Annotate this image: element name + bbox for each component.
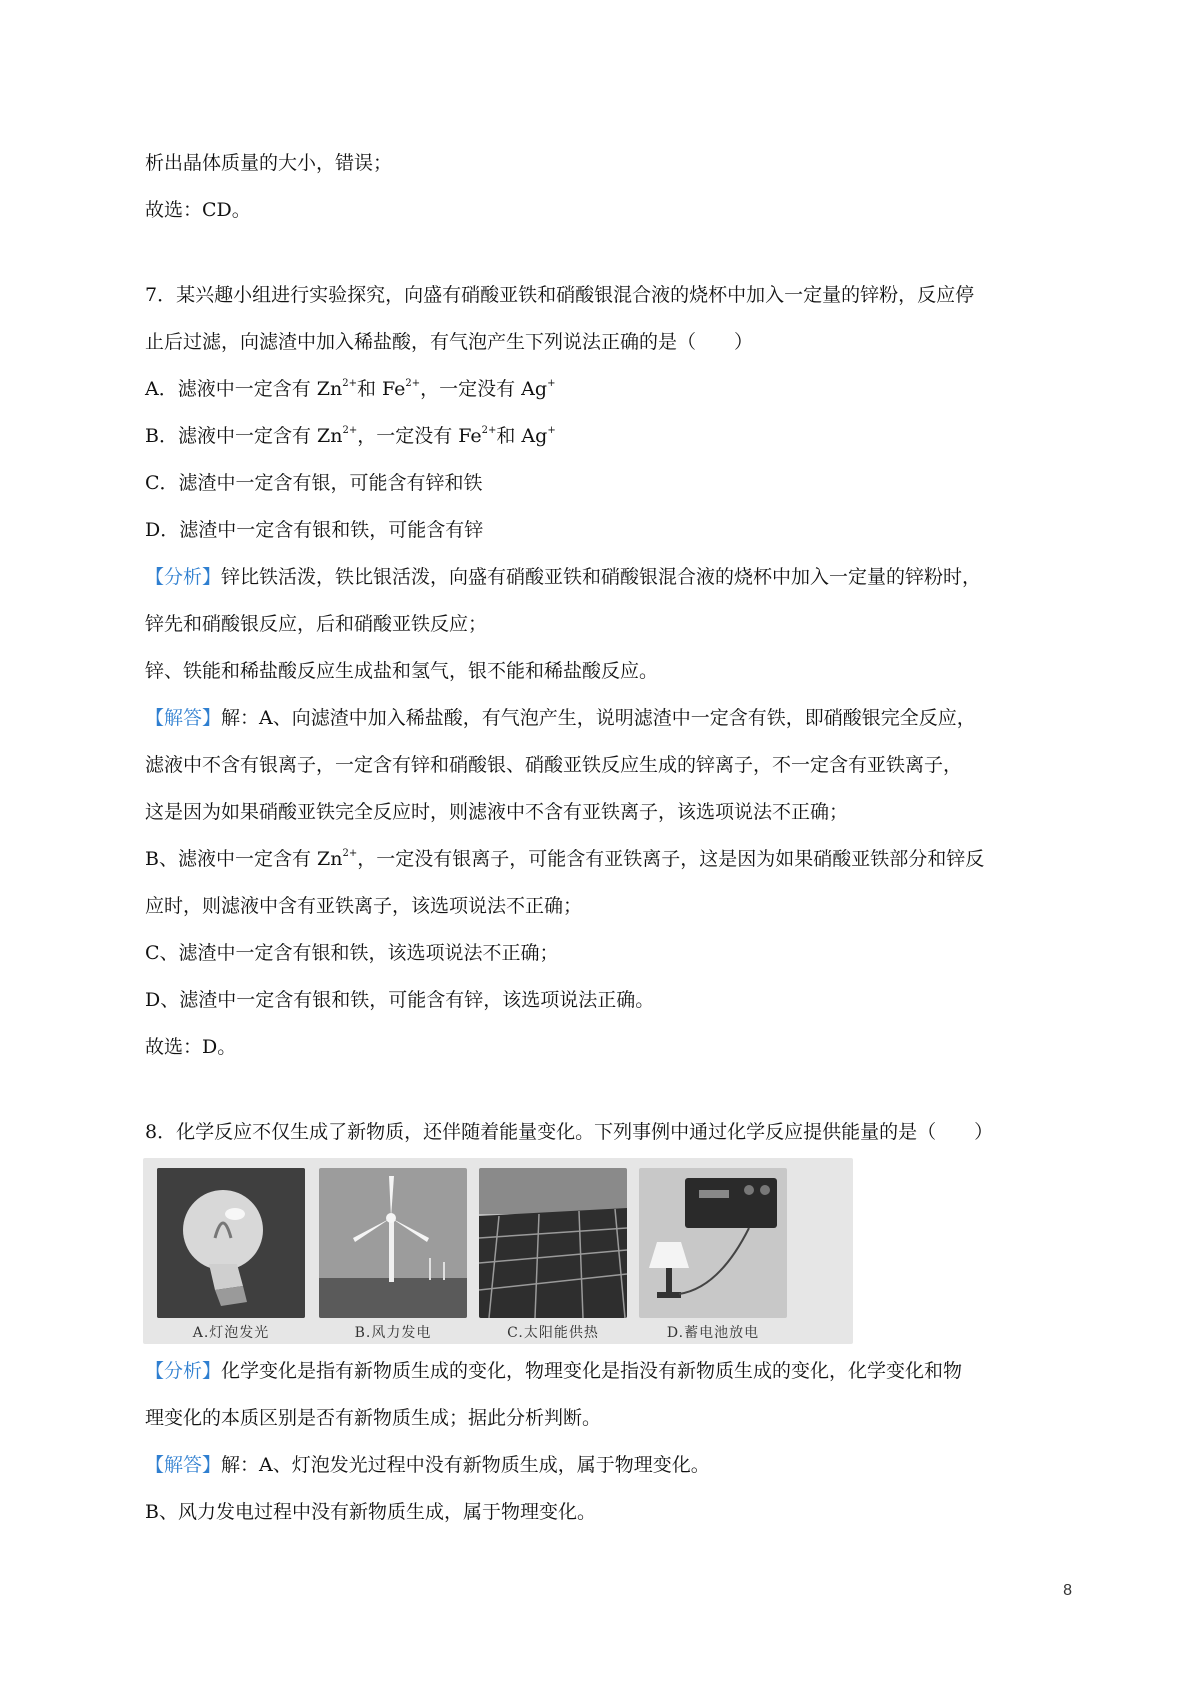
- text-line: 故选：CD。: [145, 199, 251, 221]
- q7-answer: 这是因为如果硝酸亚铁完全反应时，则滤液中不含有亚铁离子，该选项说法不正确；: [145, 801, 849, 823]
- superscript: 2+: [405, 378, 421, 389]
- answer-tag: 【解答】: [145, 707, 222, 729]
- q8-answer: [145, 1442, 1075, 1489]
- q7-analysis: [145, 554, 1075, 601]
- text: 解：A、向滤渣中加入稀盐酸，有气泡产生，说明滤渣中一定含有铁，即硝酸银完全反应，: [221, 707, 976, 729]
- analysis-tag: 【分析】: [145, 566, 222, 588]
- text: ，一定没有银离子，可能含有亚铁离子，这是因为如果硝酸亚铁部分和锌反: [357, 848, 985, 870]
- q7-stem: 7．某兴趣小组进行实验探究，向盛有硝酸亚铁和硝酸银混合液的烧杯中加入一定量的锌粉，反应停: [145, 284, 975, 306]
- superscript: 2+: [342, 848, 358, 859]
- spacer: [145, 234, 1075, 272]
- caption-b: B.风力发电: [354, 1325, 432, 1341]
- superscript: +: [547, 425, 556, 436]
- q7-option-c: C．滤渣中一定含有银，可能含有锌和铁: [145, 472, 483, 494]
- q7-analysis: 锌、铁能和稀盐酸反应生成盐和氢气，银不能和稀盐酸反应。: [145, 660, 659, 682]
- light-bulb-photo: [157, 1168, 305, 1318]
- text: A．滤液中一定含有 Zn: [145, 378, 343, 400]
- q8-analysis: [145, 1348, 1075, 1395]
- superscript: +: [547, 378, 556, 389]
- superscript: 2+: [342, 425, 358, 436]
- q7-answer: D、滤渣中一定含有银和铁，可能含有锌，该选项说法正确。: [145, 989, 655, 1011]
- answer-tag: 【解答】: [145, 1454, 222, 1476]
- text: 锌比铁活泼，铁比银活泼，向盛有硝酸亚铁和硝酸银混合液的烧杯中加入一定量的锌粉时，: [221, 566, 982, 588]
- q8-stem: 8．化学反应不仅生成了新物质，还伴随着能量变化。下列事例中通过化学反应提供能量的是（ ）: [145, 1121, 994, 1143]
- q7-option-d: D．滤渣中一定含有银和铁，可能含有锌: [145, 519, 484, 541]
- q7-option-b: [145, 413, 1075, 460]
- q8-figure: [143, 1158, 853, 1344]
- text: 化学变化是指有新物质生成的变化，物理变化是指没有新物质生成的变化，化学变化和物: [221, 1360, 963, 1382]
- page-content: [145, 140, 1075, 1536]
- caption-a: A.灯泡发光: [192, 1325, 270, 1341]
- q7-stem: 止后过滤，向滤渣中加入稀盐酸，有气泡产生下列说法正确的是（ ）: [145, 331, 754, 353]
- spacer: [145, 1071, 1075, 1109]
- q7-answer: 应时，则滤液中含有亚铁离子，该选项说法不正确；: [145, 895, 583, 917]
- caption-d: D.蓄电池放电: [666, 1325, 760, 1341]
- battery-lamp-photo: [639, 1168, 787, 1318]
- text: B、滤液中一定含有 Zn: [145, 848, 343, 870]
- q7-answer: [145, 695, 1075, 742]
- text-line: 析出晶体质量的大小，错误；: [145, 152, 393, 174]
- q7-answer: [145, 836, 1075, 883]
- superscript: 2+: [342, 378, 357, 389]
- solar-panel-photo: [479, 1168, 627, 1318]
- page-number: 8: [1063, 1582, 1072, 1599]
- q7-analysis: 锌先和硝酸银反应，后和硝酸亚铁反应；: [145, 613, 488, 635]
- superscript: 2+: [481, 425, 497, 436]
- text: ，一定没有 Ag: [420, 378, 548, 400]
- q8-analysis: 理变化的本质区别是否有新物质生成；据此分析判断。: [145, 1407, 602, 1429]
- analysis-tag: 【分析】: [145, 1360, 222, 1382]
- text: 和 Fe: [356, 378, 406, 400]
- text: 解：A、灯泡发光过程中没有新物质生成，属于物理变化。: [221, 1454, 710, 1476]
- q7-option-a: [145, 366, 1075, 413]
- q7-choice: 故选：D。: [145, 1036, 237, 1058]
- caption-c: C.太阳能供热: [507, 1325, 599, 1341]
- q7-answer: 滤液中不含有银离子，一定含有锌和硝酸银、硝酸亚铁反应生成的锌离子，不一定含有亚铁离子，: [145, 754, 963, 776]
- q8-answer: B、风力发电过程中没有新物质生成，属于物理变化。: [145, 1501, 596, 1523]
- wind-turbine-photo: [319, 1168, 467, 1318]
- text: ，一定没有 Fe: [357, 425, 482, 447]
- text: B．滤液中一定含有 Zn: [145, 425, 343, 447]
- q7-answer: C、滤渣中一定含有银和铁，该选项说法不正确；: [145, 942, 559, 964]
- text: 和 Ag: [496, 425, 548, 447]
